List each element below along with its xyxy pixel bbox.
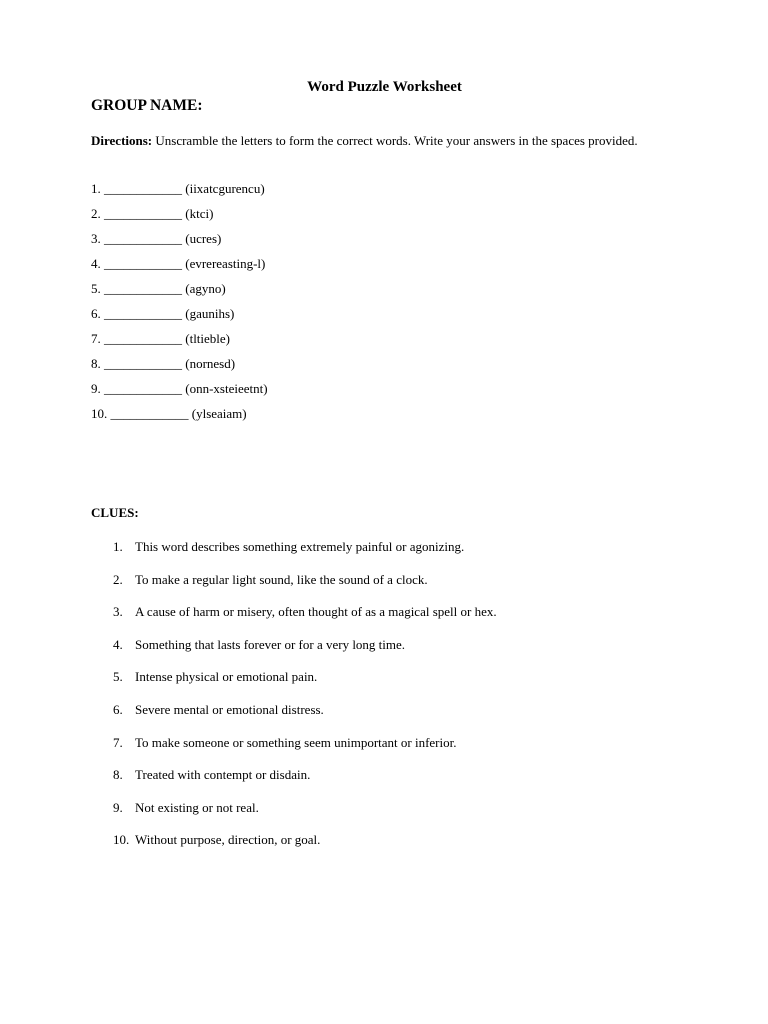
clue-number: 3.: [113, 604, 123, 620]
directions-label: Directions:: [91, 133, 153, 148]
clue-item: [91, 538, 678, 571]
clue-text: Severe mental or emotional distress.: [135, 701, 324, 717]
puzzle-item: 4. ____________ (evrereasting-l): [91, 256, 266, 271]
clue-item: [91, 636, 678, 669]
clue-number: 7.: [113, 734, 123, 750]
clue-number: 2.: [113, 571, 123, 587]
clue-item: [91, 603, 678, 636]
clues-heading: CLUES:: [91, 505, 139, 520]
clue-text: Something that lasts forever or for a very long time.: [135, 636, 406, 652]
clue-item: [91, 766, 678, 799]
puzzle-item: 6. ____________ (gaunihs): [91, 306, 235, 321]
clue-item: [91, 831, 678, 864]
clue-number: 4.: [113, 636, 123, 652]
clue-list: [91, 538, 678, 864]
clue-number: 9.: [113, 799, 123, 815]
clue-item: [91, 668, 678, 701]
clue-number: 5.: [113, 669, 123, 685]
clue-item: [91, 701, 678, 734]
clue-number: 8.: [113, 767, 123, 783]
puzzle-item: 7. ____________ (tltieble): [91, 331, 231, 346]
puzzle-item: 5. ____________ (agyno): [91, 281, 226, 296]
clue-text: Without purpose, direction, or goal.: [135, 832, 321, 848]
puzzle-item: 1. ____________ (iixatcgurencu): [91, 181, 265, 196]
worksheet-page: [91, 0, 678, 1024]
clue-text: Intense physical or emotional pain.: [135, 669, 318, 685]
directions-text: Unscramble the letters to form the correct words. Write your answers in the spaces provided.: [152, 133, 638, 148]
group-name-label: GROUP NAME:: [91, 97, 203, 114]
clue-number: 6.: [113, 701, 123, 717]
clue-number: 1.: [113, 539, 123, 554]
puzzle-item: 9. ____________ (onn-xsteieetnt): [91, 381, 268, 396]
puzzle-list: [91, 180, 678, 430]
clue-text: This word describes something extremely painful or agonizing.: [135, 539, 465, 554]
puzzle-item: 2. ____________ (ktci): [91, 206, 214, 221]
clue-item: [91, 734, 678, 767]
clue-text: To make a regular light sound, like the sound of a clock.: [135, 571, 428, 587]
clue-text: Not existing or not real.: [135, 799, 259, 815]
puzzle-item: 8. ____________ (nornesd): [91, 356, 236, 371]
clue-text: To make someone or something seem unimportant or inferior.: [135, 734, 457, 750]
clue-number: 10.: [113, 832, 130, 848]
directions-paragraph: [91, 133, 678, 149]
clue-text: A cause of harm or misery, often thought of as a magical spell or hex.: [135, 604, 497, 620]
clue-text: Treated with contempt or disdain.: [135, 767, 311, 783]
clue-item: [91, 571, 678, 604]
clue-item: [91, 799, 678, 832]
puzzle-item: 3. ____________ (ucres): [91, 231, 222, 246]
page-title: Word Puzzle Worksheet: [307, 79, 462, 95]
puzzle-item: 10. ____________ (ylseaiam): [91, 406, 247, 421]
